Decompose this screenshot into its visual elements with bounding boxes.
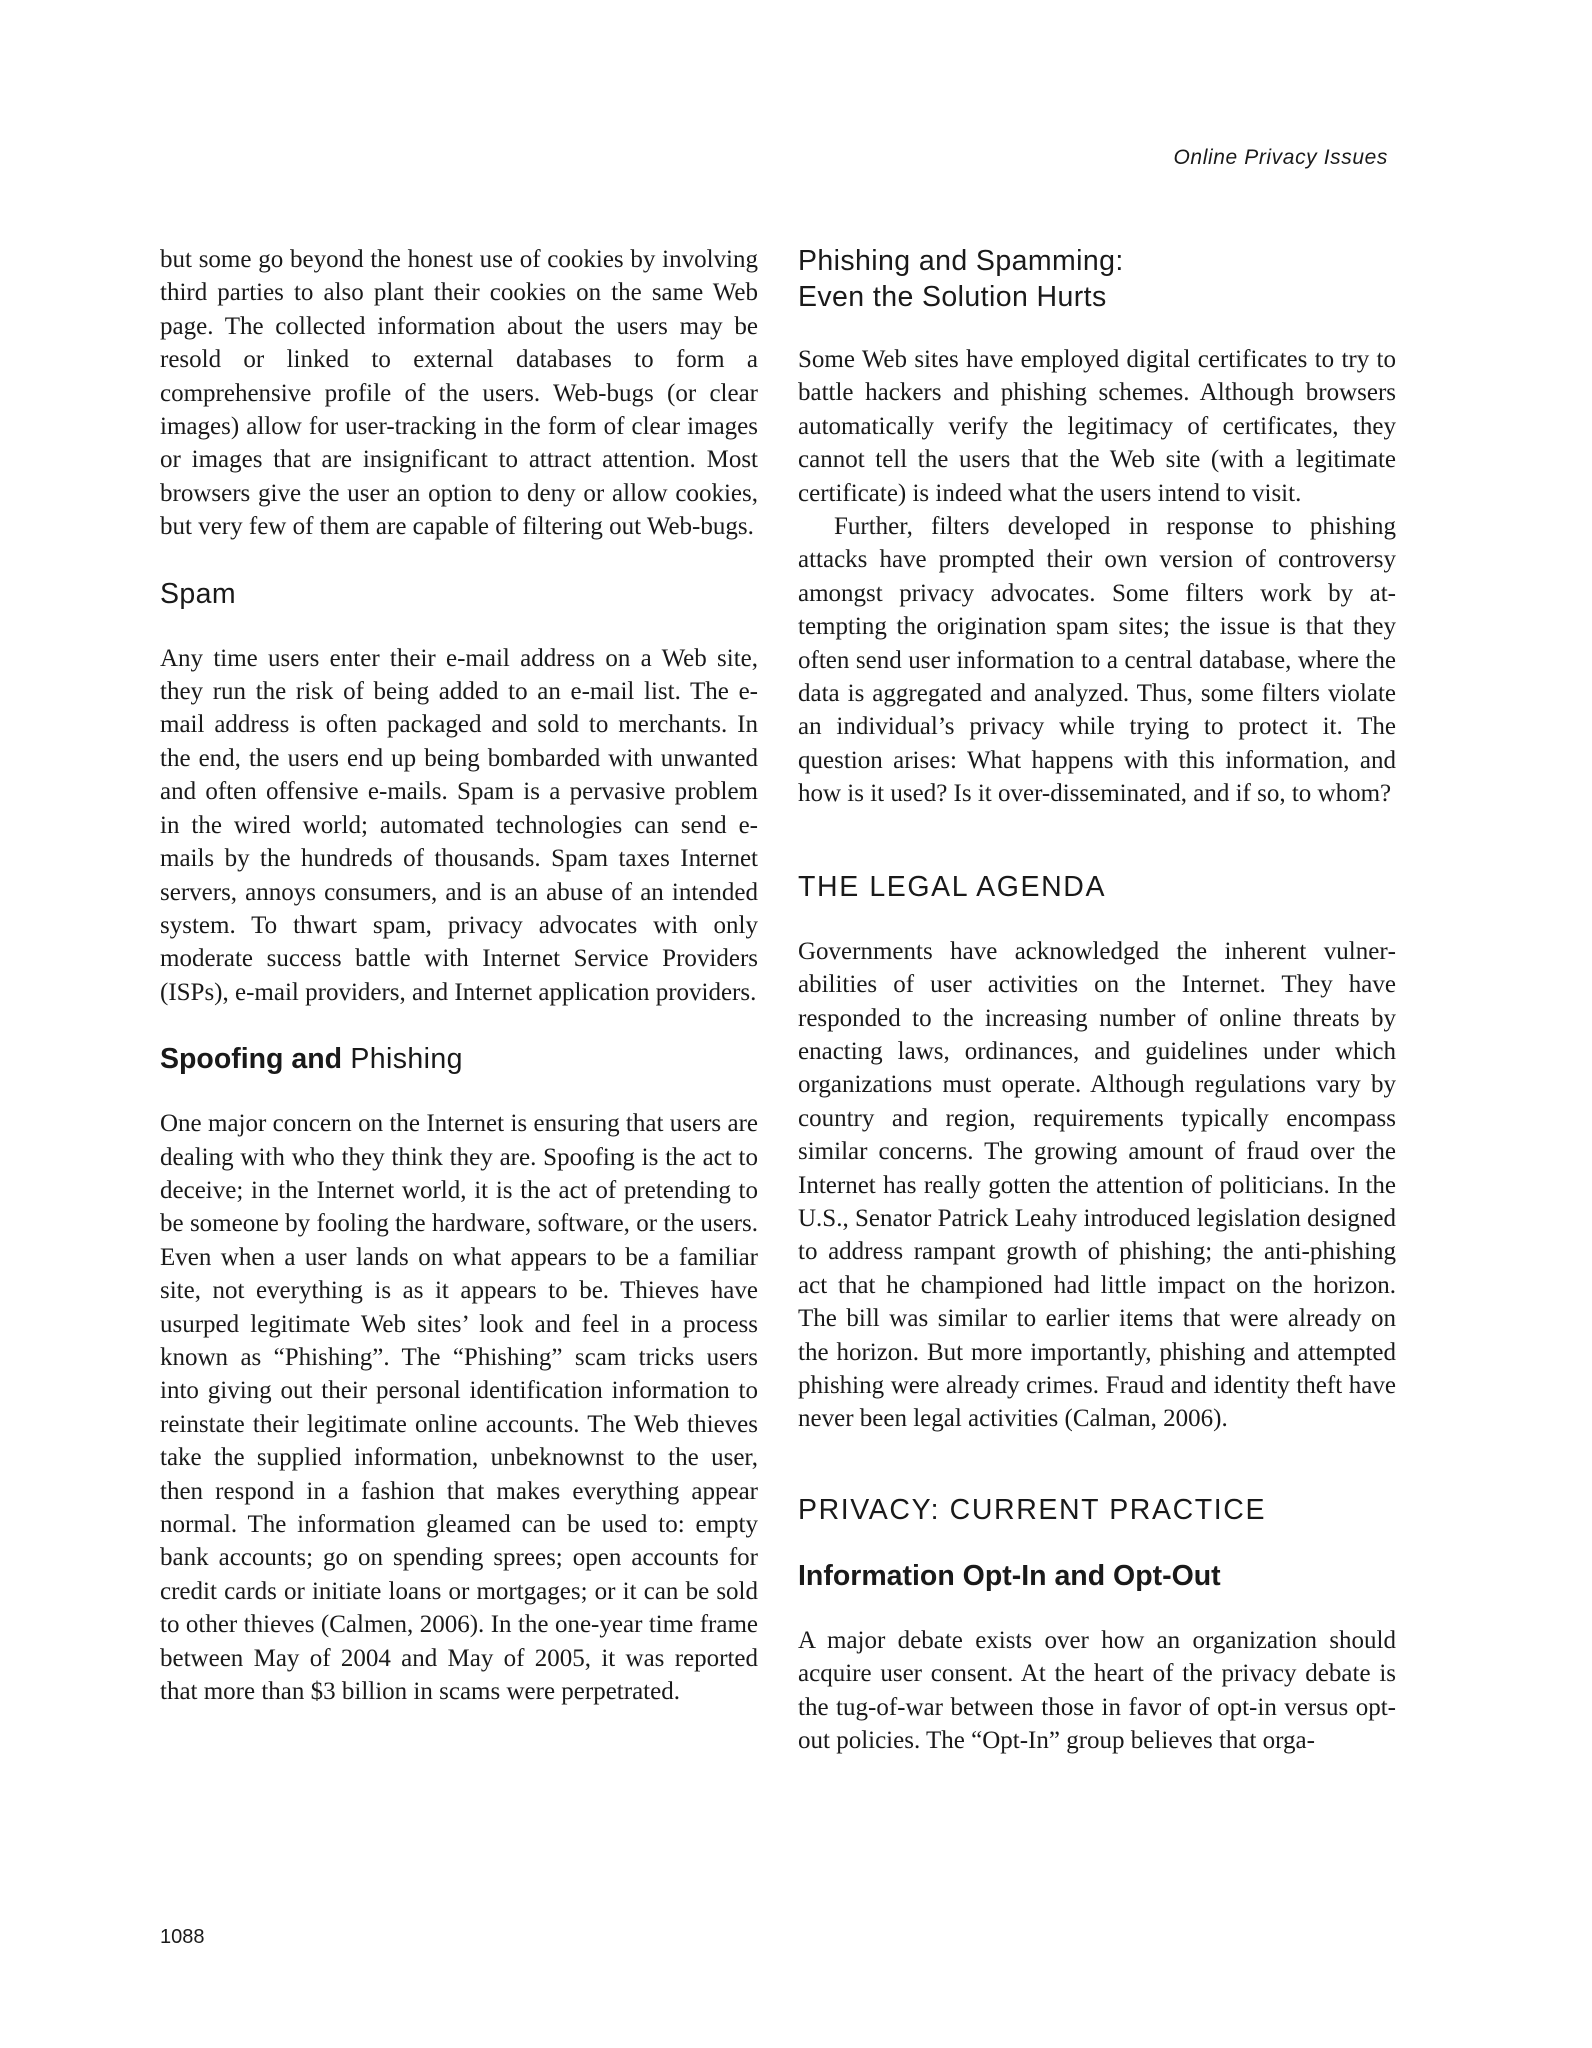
spoofing-heading-bold: Spoofing and	[160, 1043, 343, 1076]
phishing-paragraph-1: Some Web sites have employed digital certificates to try to battle hackers and phishing schemes. Although browsers automatically verify the legitimacy of certificates, they cannot tell the users that the Web site (with a legitimate certificate) is indeed what the users intend to visit.	[798, 346, 1396, 507]
optin-heading: Information Opt-In and Opt-Out	[798, 1559, 1221, 1592]
spam-paragraph: Any time users enter their e-mail address on a Web site, they run the risk of being added to an e-mail list. The e-mail address is often packaged and sold to merchants. In the end, the users end up being bombarded with unwanted and often offensive e-mails. Spam is a pervasive problem in the wired world; automated technologies can send e-mails by the hundreds of thousands. Spam taxes Internet servers, annoys consumers, and is an abuse of an intended system. To thwart spam, privacy advocates with only moderate success battle with Internet Service Providers (ISPs), e-mail providers, and Internet application providers.	[160, 644, 758, 1006]
running-head: Online Privacy Issues	[1173, 146, 1388, 169]
spoofing-heading-regular: Phishing	[350, 1043, 463, 1076]
page-number: 1088	[160, 1926, 205, 1948]
phishing-heading-line2: Even the Solution Hurts	[798, 281, 1107, 313]
phishing-heading	[798, 243, 1396, 315]
right-column	[798, 243, 1396, 1757]
phishing-heading-line1: Phishing and Spamming:	[798, 245, 1124, 277]
phishing-paragraph-2: Further, filters developed in response to phishing attacks have prompted their own version of controversy amongst privacy advocates. Some filters work by attempting the origination spam sites; the issue is that they often send user information to a central database, where the data is aggregated and analyzed. Thus, some filters violate an individual’s privacy while trying to protect it. The question arises: What happens with this information, and how is it used? Is it over-disseminated, and if so, to whom?	[798, 513, 1396, 808]
spoofing-paragraph: One major concern on the Internet is ensuring that users are dealing with who they think they are. Spoofing is the act to deceive; in the Internet world, it is the act of pretending to be someone by fooling the hardware, software, or the users. Even when a user lands on what appears to be a familiar site, not everything is as it appears to be. Thieves have usurped legitimate Web sites’ look and feel in a process known as “Phishing”. The “Phishing” scam tricks users into giving out their personal identification information to reinstate their legitimate online accounts. The Web thieves take the supplied information, unbeknownst to the user, then respond in a fashion that makes everything appear normal. The information gleamed can be used to: empty bank accounts; go on spending sprees; open accounts for credit cards or initiate loans or mortgages; or it can be sold to other thieves (Calmen, 2006). In the one-year time frame between May of 2004 and May of 2005, it was reported that more than $3 billion in scams were perpetrated.	[160, 1110, 758, 1706]
spam-heading: Spam	[160, 577, 237, 610]
legal-heading: THE LEGAL AGENDA	[798, 870, 1107, 903]
intro-paragraph: but some go beyond the honest use of cookies by involving third parties to also plant their cookies on the same Web page. The collected information about the users may be resold or linked to external databases to form a comprehensive profile of the users. Web-bugs (or clear images) allow for user-tracking in the form of clear images or images that are insignificant to attract attention. Most browsers give the user an option to deny or allow cookies, but very few of them are capable of filtering out Web-bugs.	[160, 246, 758, 541]
privacy-heading: PRIVACY: CURRENT PRACTICE	[798, 1493, 1267, 1526]
spoofing-heading	[160, 1041, 758, 1077]
optin-paragraph: A major debate exists over how an organization should acquire user consent. At the heart of the privacy debate is the tug-of-war between those in favor of opt-in versus opt-out policies. The “Opt-In” group believes that orga-	[798, 1626, 1396, 1754]
legal-paragraph: Governments have acknowledged the inherent vulnerabilities of user activities on the Internet. They have responded to the increasing number of online threats by enacting laws, ordinances, and guidelines under which organizations must operate. Although regulations vary by country and region, requirements typically encompass similar concerns. The growing amount of fraud over the Internet has really gotten the attention of politicians. In the U.S., Senator Patrick Leahy introduced legislation designed to address rampant growth of phishing; the anti-phishing act that he championed had little impact on the horizon. The bill was similar to earlier items that were already on the horizon. But more importantly, phishing and attempted phishing were already crimes. Fraud and identity theft have never been legal activities (Calman, 2006).	[798, 937, 1396, 1433]
left-column	[160, 243, 758, 1708]
